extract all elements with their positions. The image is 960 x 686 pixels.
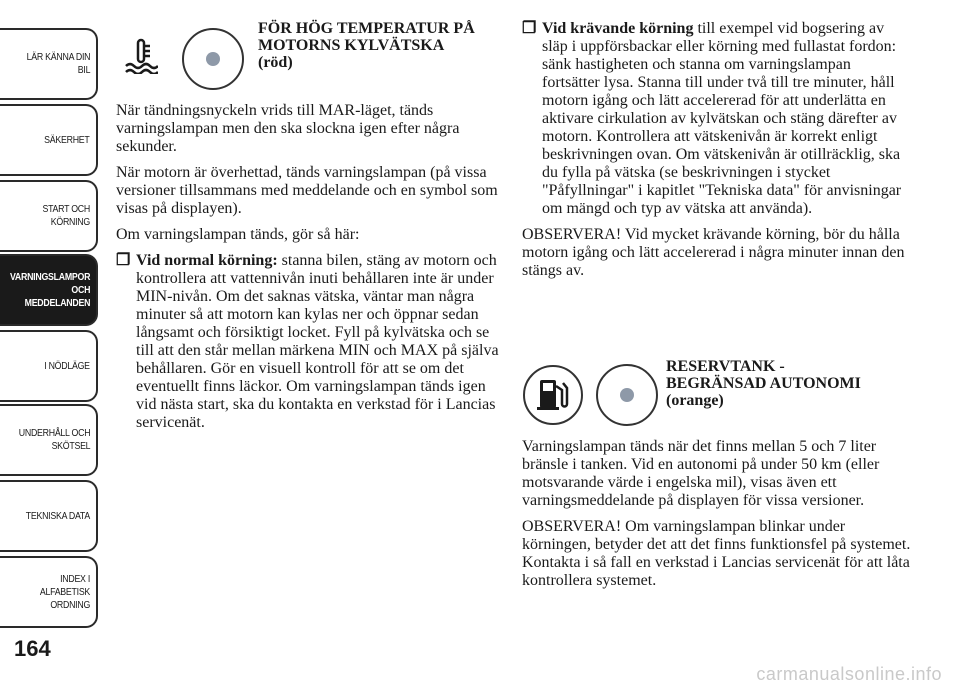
right-column	[522, 20, 912, 288]
coolant-temperature-icon	[124, 38, 158, 74]
bullet-title: Vid krävande körning	[542, 20, 694, 37]
list-item	[522, 20, 912, 218]
tab-varningslampor[interactable]	[0, 254, 98, 326]
heading-reserve-tank: RESERVTANK - BEGRÄNSAD AUTONOMI	[666, 358, 861, 392]
tab-lar-kanna-din-bil[interactable]	[0, 28, 98, 100]
bullet-checkbox: ❐	[522, 20, 537, 37]
heading-coolant-temperature: FÖR HÖG TEMPERATUR PÅ MOTORNS KYLVÄTSKA	[258, 20, 475, 54]
paragraph: När tändningsnyckeln vrids till MAR-läget, tänds varningslampan men den ska slockna igen efter några sekunder.	[116, 102, 460, 155]
bullet-text: till exempel vid bogsering av släp i uppförsbackar eller körning med fullastat fordon: sänk hastigheten och stanna om varningslampan fortsätter lysa. Stanna till under två till tre minuter, håll motorn igång och lätt accelererad för att underlätta en aktivare cirkulation av kylvätskan och stäng därefter av motorn. Kontrollera att vätskenivån är korrekt enligt beskrivningen ovan. Om vätskenivån är otillräcklig, ska du fylla på vätska (se beskrivningen i stycket "Påfyllningar" i kapitlet "Tekniska data" för anvisningar om mängd och typ av vätska att använda).	[542, 20, 902, 217]
heading-color: (orange)	[666, 392, 724, 409]
paragraph: Varningslampan tänds när det finns mellan 5 och 7 liter bränsle i tanken. Vid en autonomi på under 50 km (eller motsvarande värde i engelska mil), visas även ett varningsmeddelande på displayen för vissa versioner.	[522, 438, 880, 509]
tab-label: LÄR KÄNNA DIN BIL	[26, 52, 90, 76]
tab-start-och-korning[interactable]	[0, 180, 98, 252]
tab-label: SÄKERHET	[44, 134, 90, 146]
bullet-text: stanna bilen, stäng av motorn och kontrollera att vattennivån inuti behållaren inte är under MIN-nivån. Om det saknas vätska, väntar man några minuter så att motorn kan kylas ner och öppnar sedan långsamt och försiktigt locket. Fyll på kylvätska och se till att den står mellan märkena MIN och MAX på själva behållaren. Gör en visuell kontroll för att se om det eventuellt finns läckor. Om varningslampan tänds igen vid nästa start, ska du kontakta en verkstad för i Lancias servicenät.	[136, 252, 499, 431]
tab-label: UNDERHÅLL OCH SKÖTSEL	[18, 428, 90, 452]
page-number: 164	[14, 636, 51, 661]
warning-lamp-indicator	[596, 364, 658, 426]
tab-label: VARNINGSLAMPOR OCH MEDDELANDEN	[9, 271, 91, 309]
fuel-pump-icon	[522, 364, 584, 426]
note-paragraph: OBSERVERA! Vid mycket krävande körning, bör du hålla motorn igång och lätt accelererad i några minuter innan den stängs av.	[522, 226, 905, 279]
tab-sakerhet[interactable]	[0, 104, 98, 176]
tab-tekniska-data[interactable]	[0, 480, 98, 552]
tab-label: START OCH KÖRNING	[42, 204, 90, 228]
watermark: carmanualsonline.info	[756, 664, 942, 684]
bullet-checkbox: ❐	[116, 252, 131, 269]
warning-lamp-indicator	[182, 28, 244, 90]
tab-label: TEKNISKA DATA	[25, 510, 90, 522]
lamp-dot	[620, 388, 634, 402]
lamp-dot	[206, 52, 220, 66]
right-column-lower	[522, 438, 912, 598]
tab-index[interactable]	[0, 556, 98, 628]
note-paragraph: OBSERVERA! Om varningslampan blinkar under körningen, betyder det att det finns funktionsfel på systemet. Kontakta i så fall en verkstad i Lancias servicenät för att låta kontrollera systemet.	[522, 518, 911, 589]
tab-label: INDEX I ALFABETISK ORDNING	[39, 573, 90, 611]
list-item	[116, 252, 501, 432]
heading-color: (röd)	[258, 54, 293, 71]
left-column	[116, 102, 501, 440]
tab-label: I NÖDLÄGE	[44, 360, 90, 372]
tab-i-nodlage[interactable]	[0, 330, 98, 402]
paragraph: Om varningslampan tänds, gör så här:	[116, 226, 360, 243]
tab-underhall-och-skotsel[interactable]	[0, 404, 98, 476]
paragraph: När motorn är överhettad, tänds varningslampan (på vissa versioner tillsammans med meddelande och en symbol som visas på displayen).	[116, 164, 498, 217]
bullet-title: Vid normal körning:	[136, 252, 278, 269]
